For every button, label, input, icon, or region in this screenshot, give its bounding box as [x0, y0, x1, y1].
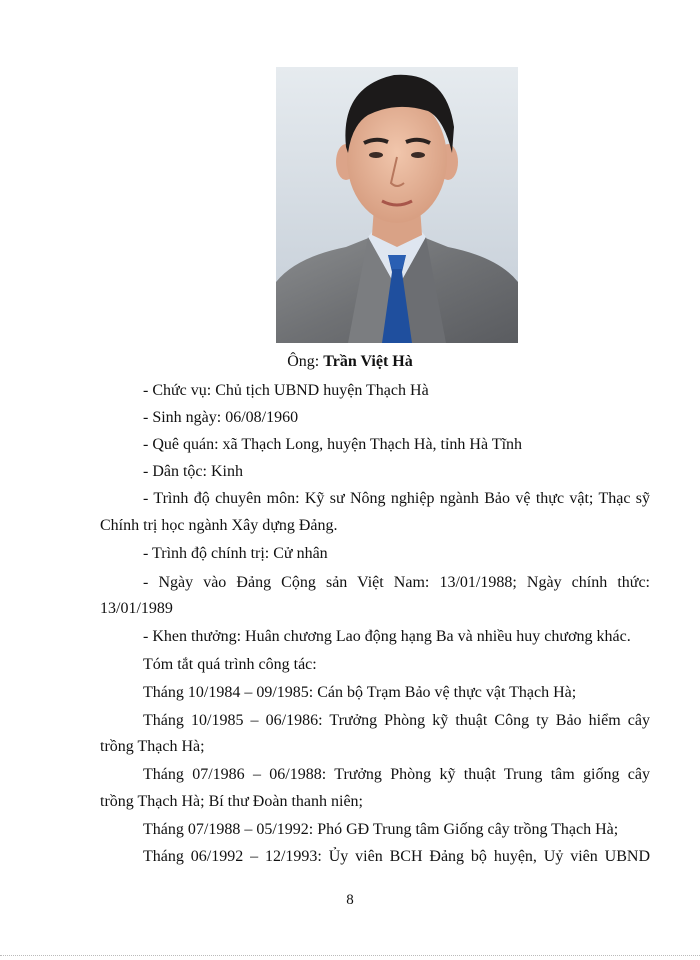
career-summary-heading: Tóm tắt quá trình công tác:: [143, 656, 317, 673]
qualification-line-1: - Trình độ chuyên môn: Kỹ sư Nông nghiệp ngành Bảo vệ thực vật; Thạc sỹ: [143, 490, 650, 507]
career-entry-2-line-2: trồng Thạch Hà;: [100, 738, 205, 755]
birth-date-line: - Sinh ngày: 06/08/1960: [143, 409, 299, 426]
party-join-line-1: - Ngày vào Đảng Cộng sản Việt Nam: 13/01/1988; Ngày chính thức:: [143, 574, 650, 591]
career-entry-4: Tháng 07/1988 – 05/1992: Phó GĐ Trung tâm Giống cây trồng Thạch Hà;: [143, 821, 619, 838]
qualification-line-2: Chính trị học ngành Xây dựng Đảng.: [100, 517, 338, 534]
hometown-line: - Quê quán: xã Thạch Long, huyện Thạch Hà, tỉnh Hà Tĩnh: [143, 436, 523, 453]
ethnicity-line: - Dân tộc: Kinh: [143, 463, 243, 480]
party-join-line-2: 13/01/1989: [100, 600, 173, 617]
page-number: 8: [346, 892, 354, 908]
portrait-caption: [0, 352, 700, 372]
caption-prefix: Ông:: [287, 353, 324, 370]
career-entry-1: Tháng 10/1984 – 09/1985: Cán bộ Trạm Bảo vệ thực vật Thạch Hà;: [143, 684, 577, 701]
position-line: - Chức vụ: Chủ tịch UBND huyện Thạch Hà: [143, 382, 429, 399]
person-name: Trần Việt Hà: [323, 353, 413, 370]
portrait-photo: [276, 67, 518, 343]
awards-line: - Khen thưởng: Huân chương Lao động hạng Ba và nhiều huy chương khác.: [143, 628, 631, 645]
career-entry-3-line-2: trồng Thạch Hà; Bí thư Đoàn thanh niên;: [100, 793, 363, 810]
page-bottom-divider: [0, 955, 700, 956]
career-entry-5-line-1: Tháng 06/1992 – 12/1993: Ủy viên BCH Đảng bộ huyện, Uỷ viên UBND: [143, 848, 650, 865]
political-level-line: - Trình độ chính trị: Cử nhân: [143, 545, 328, 562]
career-entry-3-line-1: Tháng 07/1986 – 06/1988: Trưởng Phòng kỹ thuật Trung tâm giống cây: [143, 766, 650, 783]
career-entry-2-line-1: Tháng 10/1985 – 06/1986: Trưởng Phòng kỹ thuật Công ty Bảo hiểm cây: [143, 712, 650, 729]
